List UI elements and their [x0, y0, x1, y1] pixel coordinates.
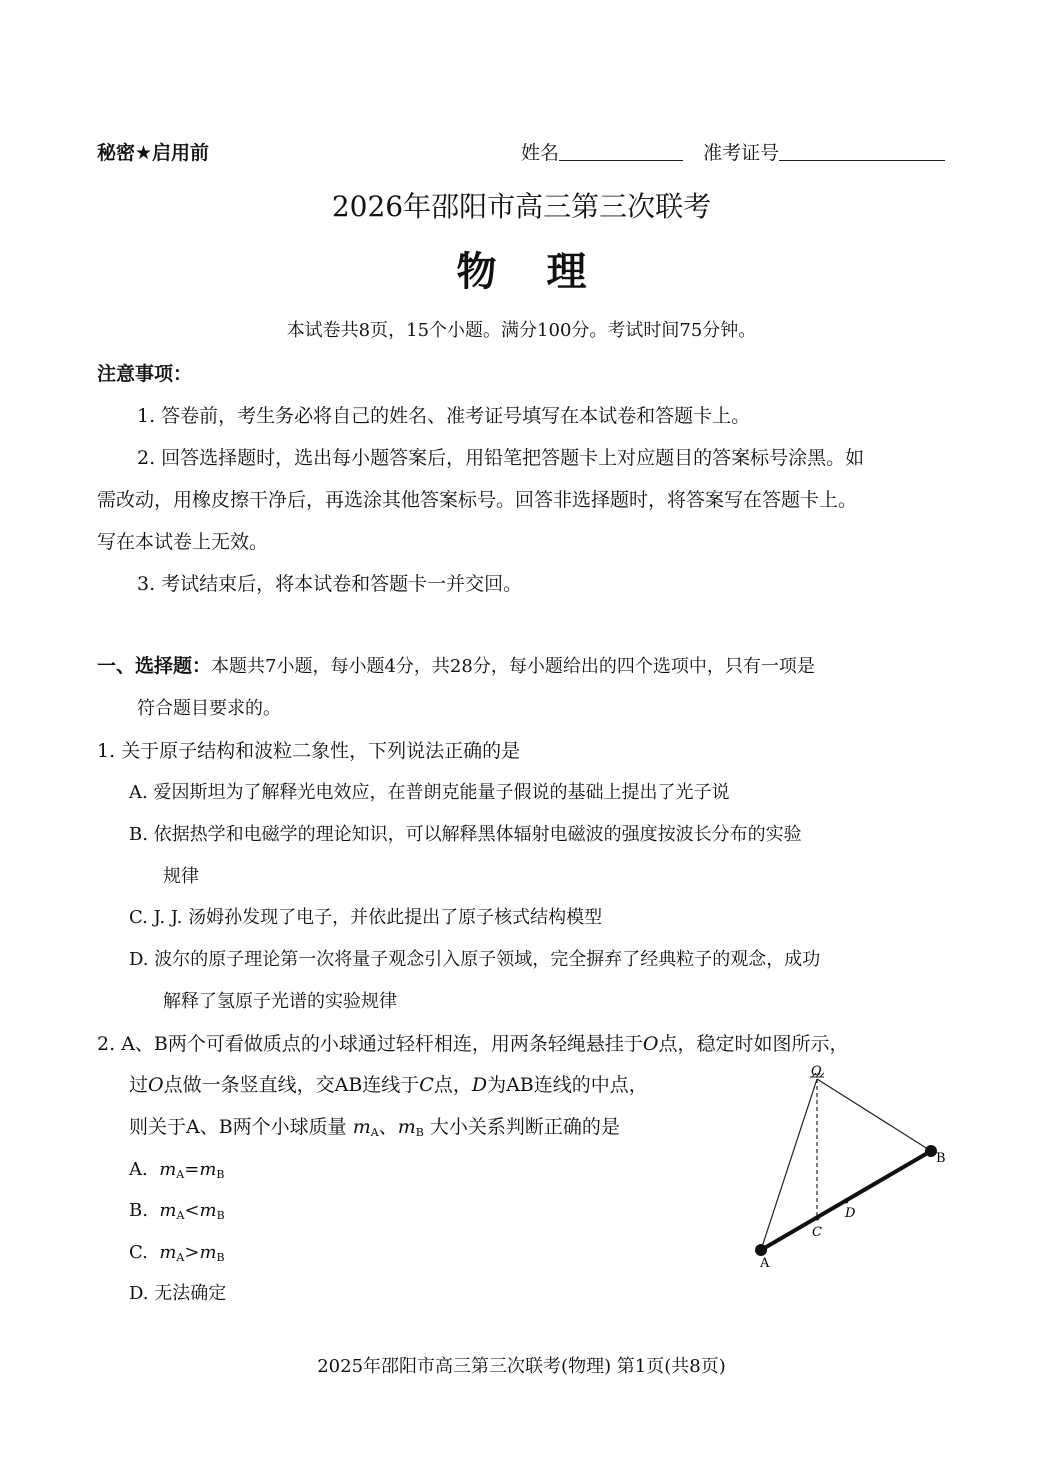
- point-d: [844, 1199, 849, 1204]
- notice-item-1: 1. 答卷前，考生务必将自己的姓名、准考证号填写在本试卷和答题卡上。: [137, 405, 751, 427]
- q1-option-b-line-2: 规律: [163, 866, 199, 887]
- q2-stem-text: 则关于A、B两个小球质量: [129, 1116, 347, 1138]
- q1-option-d-line-1: D. 波尔的原子理论第一次将量子观念引入原子领域，完全摒弃了经典粒子的观念，成功: [129, 949, 821, 970]
- relation-symbol: >: [184, 1242, 200, 1263]
- mass-symbol: m: [159, 1159, 177, 1180]
- label-c: C: [812, 1225, 822, 1240]
- option-label: A.: [129, 1159, 148, 1180]
- mass-symbol: m: [397, 1116, 416, 1138]
- option-label: B.: [129, 1200, 148, 1221]
- notice-item-2-line-2: 需改动，用橡皮擦干净后，再选涂其他答案标号。回答非选择题时，将答案写在答题卡上。: [97, 489, 858, 511]
- q2-stem-text: 过: [129, 1074, 149, 1096]
- point-o-ref: O: [642, 1033, 659, 1055]
- section-1-desc: 本题共7小题，每小题4分，共28分，每小题给出的四个选项中，只有一项是: [211, 656, 815, 677]
- label-a: A: [760, 1256, 770, 1271]
- q1-option-d-line-2: 解释了氢原子光谱的实验规律: [163, 991, 397, 1012]
- mass-subscript: B: [415, 1126, 424, 1139]
- point-o-ref: O: [148, 1074, 164, 1096]
- q2-option-a: [129, 1157, 224, 1188]
- q2-option-d: D. 无法确定: [129, 1283, 227, 1304]
- label-d: D: [845, 1206, 856, 1221]
- label-o: O: [811, 1065, 822, 1079]
- point-c: [815, 1216, 820, 1221]
- mass-symbol: m: [199, 1242, 217, 1263]
- q2-stem-text: 为AB连线的中点，: [487, 1074, 648, 1096]
- q2-stem-text: 点，稳定时如图所示，: [658, 1033, 849, 1055]
- name-label: 姓名: [521, 142, 560, 164]
- q1-option-a: A. 爱因斯坦为了解释光电效应，在普朗克能量子假说的基础上提出了光子说: [129, 782, 730, 803]
- name-blank[interactable]: [559, 142, 683, 161]
- q1-option-b-line-1: B. 依据热学和电磁学的理论知识，可以解释黑体辐射电磁波的强度按波长分布的实验: [129, 824, 802, 845]
- label-b: B: [936, 1151, 946, 1166]
- mass-symbol: m: [352, 1116, 371, 1138]
- section-1-header: [97, 653, 815, 680]
- mass-symbol: m: [199, 1159, 217, 1180]
- q2-option-b: [129, 1198, 225, 1229]
- notice-item-2-line-3: 写在本试卷上无效。: [97, 531, 269, 553]
- notice-item-2-line-1: 2. 回答选择题时，选出每小题答案后，用铅笔把答题卡上对应题目的答案标号涂黑。如: [137, 447, 865, 469]
- exam-info: 本试卷共8页，15个小题。满分100分。考试时间75分钟。: [286, 320, 757, 341]
- q2-stem-text: 、: [378, 1116, 398, 1138]
- q2-stem-line-3: [129, 1114, 620, 1146]
- q2-stem-line-2: [129, 1072, 648, 1098]
- q2-stem-text: 点做一条竖直线，交AB连线于: [163, 1074, 420, 1096]
- relation-symbol: =: [184, 1159, 200, 1180]
- option-label: C.: [129, 1242, 148, 1263]
- mass-subscript: A: [176, 1209, 185, 1222]
- secret-label: 秘密★启用前: [97, 142, 210, 164]
- q2-number: 2.: [97, 1033, 116, 1055]
- mass-subscript: A: [370, 1126, 379, 1139]
- string-ob: [817, 1079, 931, 1151]
- point-d-ref: D: [471, 1074, 488, 1096]
- mass-symbol: m: [159, 1242, 177, 1263]
- exam-title: 2026年邵阳市高三第三次联考: [331, 190, 712, 223]
- q2-option-c: [129, 1240, 225, 1271]
- name-field[interactable]: [521, 140, 945, 166]
- q2-diagram: [740, 1065, 960, 1275]
- mass-subscript: A: [176, 1251, 185, 1264]
- mass-symbol: m: [199, 1200, 217, 1221]
- section-1-desc-line-2: 符合题目要求的。: [137, 698, 281, 719]
- subject-title: 物理: [456, 248, 637, 295]
- section-1-label: 一、选择题：: [97, 655, 212, 677]
- notice-heading: 注意事项：: [97, 363, 193, 385]
- q2-stem-text: A、B两个可看做质点的小球通过轻杆相连，用两条轻绳悬挂于: [121, 1033, 643, 1055]
- q2-stem-text: 点，: [433, 1074, 472, 1096]
- mass-subscript: B: [216, 1168, 225, 1181]
- exam-number-label: 准考证号: [703, 142, 780, 164]
- notice-item-3: 3. 考试结束后，将本试卷和答题卡一并交回。: [137, 573, 523, 595]
- q1-stem: 1. 关于原子结构和波粒二象性，下列说法正确的是: [97, 740, 521, 762]
- mass-subscript: B: [216, 1209, 225, 1222]
- mass-subscript: B: [216, 1251, 225, 1264]
- ball-a: [755, 1244, 767, 1256]
- mass-subscript: A: [176, 1168, 185, 1181]
- page-footer: 2025年邵阳市高三第三次联考(物理) 第1页(共8页): [317, 1356, 726, 1377]
- q2-stem-text: 大小关系判断正确的是: [429, 1116, 620, 1138]
- q1-option-c: C. J. J. 汤姆孙发现了电子，并依此提出了原子核式结构模型: [129, 907, 603, 928]
- mass-symbol: m: [159, 1200, 177, 1221]
- point-c-ref: C: [419, 1074, 434, 1096]
- exam-number-blank[interactable]: [779, 142, 945, 161]
- q2-stem-line-1: [97, 1031, 848, 1057]
- relation-symbol: <: [184, 1200, 200, 1221]
